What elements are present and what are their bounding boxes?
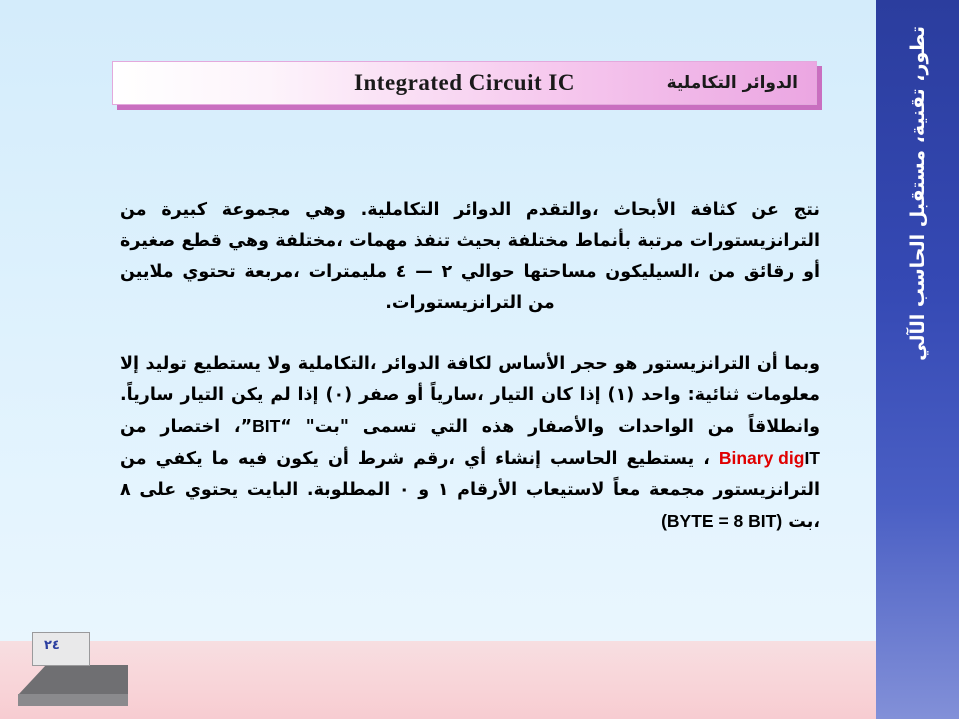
right-side-band bbox=[876, 0, 959, 719]
side-vertical-title-text: تطور، تقنية، مستقبل الحاسب الآلي bbox=[906, 26, 929, 361]
slide-number-block bbox=[18, 632, 128, 712]
paragraph-2-part-3: ، يستطيع الحاسب إنشاء أي ،رقم شرط أن يكون فيه ما يكفي من الترانزيستور مجمعة معاً لاستيعاب الأرقام ١ و ٠ المطلوبة. البايت يحتوي على ٨ ،بت bbox=[120, 449, 820, 532]
paragraph-2-part-2: ”، اختصار من bbox=[120, 417, 253, 437]
paragraph-2 bbox=[120, 349, 820, 538]
binary-it-text: IT bbox=[804, 448, 820, 468]
title-english: Integrated Circuit IC bbox=[354, 70, 575, 95]
paragraph-1: نتج عن كثافة الأبحاث ،والتقدم الدوائر التكاملية. وهي مجموعة كبيرة من الترانزيستورات مرتبة بأنماط مختلفة بحيث تنفذ مهمات ،مختلفة وهي قطع صغيرة أو رقائق من ،السيليكون مساحتها حوالي ٢ — ٤ مليمترات ،مربعة تحتوي ملايين من الترانزيستورات. bbox=[120, 200, 820, 313]
byte-equation: (BYTE = 8 BIT) bbox=[661, 511, 783, 531]
title-bar bbox=[112, 61, 817, 105]
slide-number: ٢٤ bbox=[44, 638, 60, 653]
bottom-strip-background bbox=[0, 641, 876, 719]
binary-dig-text: Binary dig bbox=[718, 448, 805, 468]
bit-label: BIT bbox=[252, 416, 281, 436]
slide-number-block-face bbox=[32, 632, 90, 666]
title-arabic: الدوائر التكاملية bbox=[666, 73, 798, 93]
slide-number-block-side bbox=[18, 665, 128, 695]
binary-digit-term bbox=[719, 443, 820, 474]
slide-body bbox=[120, 195, 820, 568]
slide-number-block-base bbox=[18, 694, 128, 706]
paragraph-2-part-1: وبما أن الترانزيستور هو حجر الأساس لكافة الدوائر ،التكاملية ولا يستطيع توليد إلا معلومات ثنائية: واحد (١) إذا كان التيار ،سارياً أو صفر (٠) إذا لم يكن التيار سارياً. وانطلاقاً من الواحدات والأصفار هذه التي تسمى "بت" “ bbox=[120, 354, 820, 437]
